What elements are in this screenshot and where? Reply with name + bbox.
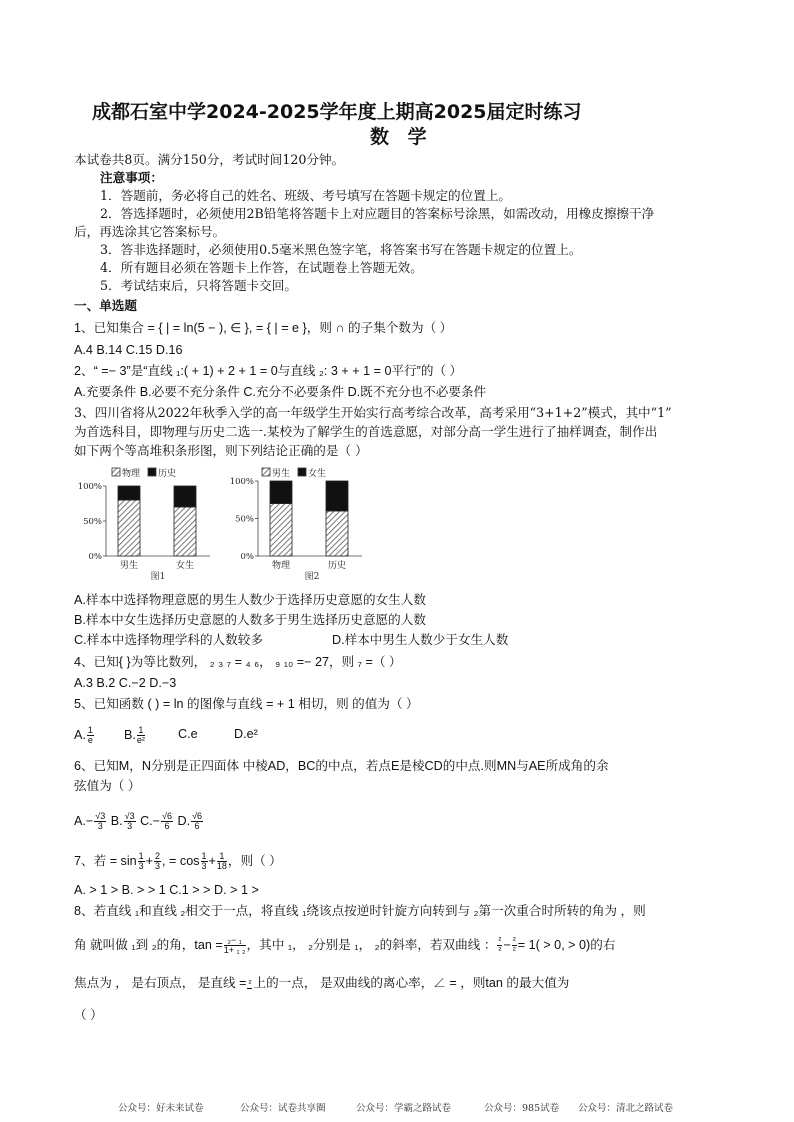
y-tick-label: 0% <box>88 552 102 562</box>
bar-segment <box>118 486 140 500</box>
section-heading: 一、单选题 <box>74 298 137 313</box>
question-4-stem: 4、已知{ }为等比数列， ₂ ₃ ₇ = ₄ ₆， ₉ ₁₀ =− 27，则 ₇ =（ ） <box>74 655 402 669</box>
note-item: 2．答选择题时，必须使用2B铅笔将答题卡上对应题目的答案标号涂黑，如需改动，用橡皮擦擦干净 <box>100 206 655 221</box>
question-1-options: A.4 B.14 C.15 D.16 <box>74 343 183 357</box>
question-8-line: 8、若直线 ₁和直线 ₂相交于一点，将直线 ₁绕该点按逆时针旋方向转到与 ₂第一次重合时所转的角为 ，则 <box>74 904 646 918</box>
legend-label: 男生 <box>272 469 291 479</box>
question-7-options: A. > 1 > B. > > 1 C.1 > > D. > 1 > <box>74 883 259 897</box>
question-6-options: A.− $\frac{√3}{3}$ B. $\frac{√3}{3}$ C.− $\frac{√6}{6}$ D. $\frac{√6}{6}$ <box>74 811 203 831</box>
question-8-line: （ ） <box>74 1008 103 1022</box>
y-tick-label: 50% <box>235 514 254 525</box>
y-tick-label: 0% <box>240 552 254 562</box>
question-3-option: D.样本中男生人数少于女生人数 <box>332 633 509 647</box>
question-3-option: C.样本中选择物理学科的人数较多 <box>74 633 263 647</box>
exam-intro: 本试卷共8页。满分150分，考试时间120分钟。 <box>74 152 345 167</box>
question-6-line: 6、已知M，N分别是正四面体 中棱AD，BC的中点，若点E是棱CD的中点.则MN与AE所成角的余 <box>74 759 609 773</box>
question-3-line: 3、四川省将从2022年秋季入学的高一年级学生开始实行高考综合改革，高考采用“3+1+2”模式，其中“1” <box>74 405 672 420</box>
x-tick-label: 历史 <box>327 561 347 571</box>
legend-label: 女生 <box>308 469 327 479</box>
bar-segment <box>326 511 348 556</box>
question-3-option: B.样本中女生选择历史意愿的人数多于男生选择历史意愿的人数 <box>74 613 426 627</box>
footer-note: 公众号：985试卷 <box>484 1103 560 1114</box>
question-3-option: A.样本中选择物理意愿的男生人数少于选择历史意愿的女生人数 <box>74 593 426 607</box>
note-item: 后，再选涂其它答案标号。 <box>74 224 226 239</box>
legend-swatch <box>298 468 306 476</box>
question-5-option-b: B. $\frac{1}{\text{e²}}$ <box>124 725 145 745</box>
question-7-stem: 7、若 = sin $\frac{1}{3}$ + $\frac{2}{3}$ , = cos $\frac{1}{3}$ + $\frac{1}{18}$ ，则（ ） <box>74 851 282 871</box>
chart-title: 图2 <box>304 572 320 582</box>
question-5-option-a: A. $\frac{1}{e}$ <box>74 725 93 745</box>
legend-label: 历史 <box>158 469 177 479</box>
x-tick-label: 物理 <box>271 561 291 571</box>
question-3-line: 为首选科目，即物理与历史二选一.某校为了解学生的首选意愿，对部分高一学生进行了抽样调查，制作出 <box>74 424 658 439</box>
question-2-stem: 2、“ =− 3”是“直线 ₁:( + 1) + 2 + 1 = 0与直线 ₂: 3 + + 1 = 0平行”的（ ） <box>74 364 463 378</box>
bar-segment <box>174 486 196 507</box>
legend-swatch <box>112 468 120 476</box>
notes-heading: 注意事项： <box>100 170 163 185</box>
bar-segment <box>326 481 348 511</box>
footer-note: 公众号：学霸之路试卷 <box>356 1103 452 1114</box>
question-2-options: A.充要条件 B.必要不充分条件 C.充分不必要条件 D.既不充分也不必要条件 <box>74 385 487 399</box>
x-tick-label: 女生 <box>175 561 195 571</box>
y-tick-label: 100% <box>229 477 254 487</box>
note-item: 3．答非选择题时，必须使用0.5毫米黑色签字笔，将答案书写在答题卡规定的位置上。 <box>100 242 582 257</box>
stacked-bar-charts <box>0 460 794 590</box>
footer-note: 公众号：好未来试卷 <box>118 1103 204 1114</box>
question-5-stem: 5、已知函数 ( ) = ln 的图像与直线 = + 1 相切，则 的值为（ ） <box>74 697 419 711</box>
bar-segment <box>118 500 140 556</box>
legend-label: 物理 <box>122 469 141 479</box>
question-5-option-d: D.e² <box>234 727 258 741</box>
note-item: 5．考试结束后，只将答题卡交回。 <box>100 278 297 293</box>
question-8-line: 角 就叫做 ₁到 ₂的角，tan = $\frac{\text{₂− ₁}}{\text{1+ ₁ ₂}}$ ，其中 ₁， ₂分别是 ₁， ₂的斜率，若双曲线 ： $\frac{\text{²}}{\text{²}}$ − $\frac{\text{²}}{\text{²}}$ = 1( > 0, > 0)的右 <box>74 935 616 955</box>
x-tick-label: 男生 <box>119 561 139 571</box>
bar-segment <box>270 504 292 557</box>
legend-swatch <box>262 468 270 476</box>
question-4-options: A.3 B.2 C.−2 D.−3 <box>74 676 177 690</box>
bar-segment <box>270 481 292 504</box>
footer-note: 公众号：清北之路试卷 <box>578 1103 674 1114</box>
y-tick-label: 50% <box>83 517 102 527</box>
legend-swatch <box>148 468 156 476</box>
note-item: 1．答题前，务必将自己的姓名、班级、考号填写在答题卡规定的位置上。 <box>100 188 512 203</box>
question-6-line: 弦值为（ ） <box>74 779 141 793</box>
chart-title: 图1 <box>150 572 166 582</box>
subject-title: 数 学 <box>370 126 433 148</box>
note-item: 4．所有题目必须在答题卡上作答，在试题卷上答题无效。 <box>100 260 423 275</box>
question-1-stem: 1、已知集合 = { | = ln(5 − ), ∈ }, = { | = e }，则 ∩ 的子集个数为（ ） <box>74 321 453 335</box>
question-8-line: 焦点为 ， 是右顶点， 是直线 = ² 上的一点， 是双曲线的离心率，∠ = ，则tan 的最大值为 <box>74 976 570 990</box>
footer-note: 公众号：试卷共享圈 <box>240 1103 326 1114</box>
exam-title: 成都石室中学2024-2025学年度上期高2025届定时练习 <box>92 101 582 123</box>
bar-segment <box>174 507 196 556</box>
question-5-option-c: C.e <box>178 727 198 741</box>
question-3-line: 如下两个等高堆积条形图，则下列结论正确的是（ ） <box>74 443 368 458</box>
y-tick-label: 100% <box>77 482 102 492</box>
